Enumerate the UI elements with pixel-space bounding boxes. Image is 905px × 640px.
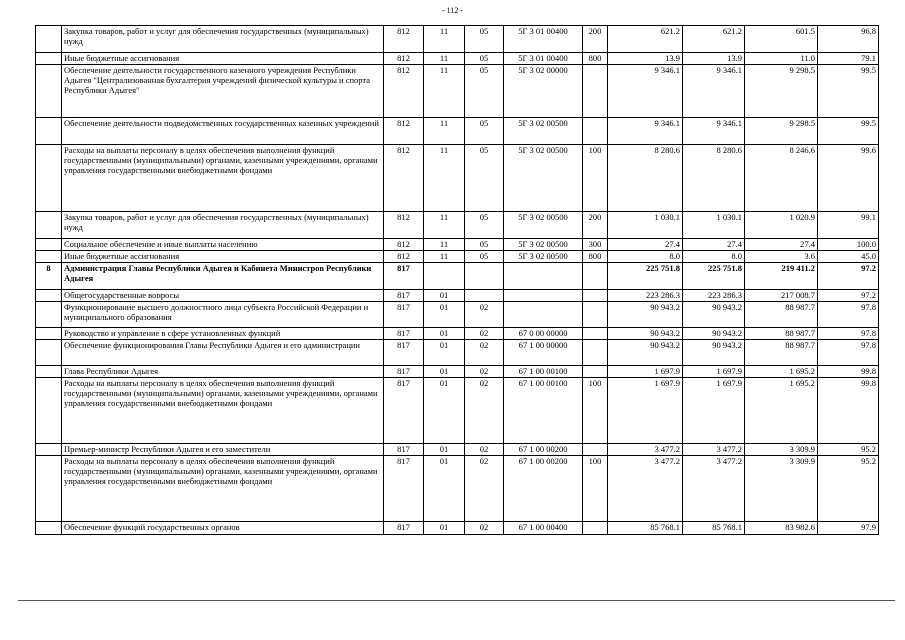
- item-name-cell: Закупка товаров, работ и услуг для обеспечения государственных (муниципальных) нужд: [62, 212, 384, 239]
- page-bottom-divider: [18, 600, 895, 601]
- ministry-code-cell: 812: [384, 239, 424, 251]
- subsection-code-cell: 05: [465, 118, 504, 145]
- ministry-code-cell: 817: [384, 444, 424, 456]
- table-row: [36, 118, 879, 145]
- approved-amount-cell: 13.9: [608, 53, 683, 65]
- execution-percent-cell: 97.8: [818, 302, 879, 328]
- section-code-cell: 11: [424, 251, 465, 263]
- item-name-cell: Премьер-министр Республики Адыгея и его заместители: [62, 444, 384, 456]
- row-number-cell: [36, 118, 62, 145]
- expense-type-cell: 300: [583, 239, 608, 251]
- item-name-cell: Обеспечение функций государственных органов: [62, 522, 384, 535]
- section-code-cell: 01: [424, 328, 465, 340]
- target-article-cell: 67 0 00 00000: [504, 328, 583, 340]
- row-number-cell: [36, 65, 62, 118]
- section-code-cell: 11: [424, 145, 465, 212]
- target-article-cell: [504, 302, 583, 328]
- subsection-code-cell: 05: [465, 145, 504, 212]
- target-article-cell: 5Г 3 02 00000: [504, 65, 583, 118]
- row-number-cell: [36, 290, 62, 302]
- ministry-code-cell: 817: [384, 366, 424, 378]
- executed-amount-cell: 9 298.5: [745, 65, 818, 118]
- row-number-cell: [36, 522, 62, 535]
- subsection-code-cell: 02: [465, 456, 504, 522]
- target-article-cell: [504, 263, 583, 290]
- expense-type-cell: [583, 444, 608, 456]
- expense-type-cell: 200: [583, 26, 608, 53]
- table-row: [36, 290, 879, 302]
- execution-percent-cell: 95.2: [818, 444, 879, 456]
- execution-percent-cell: 99.8: [818, 366, 879, 378]
- target-article-cell: 67 1 00 00100: [504, 378, 583, 444]
- budget-list-amount-cell: 1 697.9: [683, 378, 745, 444]
- item-name-cell: Расходы на выплаты персоналу в целях обеспечения выполнения функций государственными (муниципальными) органами, казенными учреждениями, органами управления государственными внебюджетными фондами: [62, 378, 384, 444]
- item-name-cell: Социальное обеспечение и иные выплаты населению: [62, 239, 384, 251]
- executed-amount-cell: 1 695.2: [745, 378, 818, 444]
- item-name-cell: Администрация Главы Республики Адыгея и Кабинета Министров Республики Адыгея: [62, 263, 384, 290]
- expense-type-cell: [583, 290, 608, 302]
- row-number-cell: [36, 53, 62, 65]
- expense-type-cell: 100: [583, 456, 608, 522]
- item-name-cell: Обеспечение деятельности государственного казенного учреждения Республики Адыгея "Централизованная бухгалтерия учреждений физической культуры и спорта Республики Адыгея": [62, 65, 384, 118]
- table-row: [36, 212, 879, 239]
- executed-amount-cell: 88 987.7: [745, 340, 818, 366]
- target-article-cell: 5Г 3 01 00400: [504, 53, 583, 65]
- ministry-code-cell: 817: [384, 378, 424, 444]
- executed-amount-cell: 27.4: [745, 239, 818, 251]
- executed-amount-cell: 88 987.7: [745, 328, 818, 340]
- section-code-cell: [424, 263, 465, 290]
- section-code-cell: 11: [424, 118, 465, 145]
- executed-amount-cell: 219 411.2: [745, 263, 818, 290]
- executed-amount-cell: 1 695.2: [745, 366, 818, 378]
- table-row: [36, 53, 879, 65]
- approved-amount-cell: 9 346.1: [608, 118, 683, 145]
- target-article-cell: 67 1 00 00200: [504, 456, 583, 522]
- budget-table: [35, 25, 879, 535]
- row-number-cell: [36, 444, 62, 456]
- execution-percent-cell: 97.8: [818, 328, 879, 340]
- execution-percent-cell: 96.8: [818, 26, 879, 53]
- executed-amount-cell: 601.5: [745, 26, 818, 53]
- table-row: [36, 26, 879, 53]
- item-name-cell: Глава Республики Адыгея: [62, 366, 384, 378]
- ministry-code-cell: 817: [384, 290, 424, 302]
- section-code-cell: 01: [424, 340, 465, 366]
- execution-percent-cell: 95.2: [818, 456, 879, 522]
- execution-percent-cell: 99.8: [818, 378, 879, 444]
- table-row: [36, 328, 879, 340]
- item-name-cell: Руководство и управление в сфере установленных функций: [62, 328, 384, 340]
- approved-amount-cell: 225 751.8: [608, 263, 683, 290]
- section-code-cell: 11: [424, 239, 465, 251]
- section-code-cell: 01: [424, 302, 465, 328]
- executed-amount-cell: 217 008.7: [745, 290, 818, 302]
- section-code-cell: 11: [424, 26, 465, 53]
- execution-percent-cell: 99.5: [818, 118, 879, 145]
- table-row: [36, 378, 879, 444]
- subsection-code-cell: 02: [465, 302, 504, 328]
- subsection-code-cell: [465, 263, 504, 290]
- table-row: [36, 522, 879, 535]
- expense-type-cell: [583, 340, 608, 366]
- approved-amount-cell: 621.2: [608, 26, 683, 53]
- row-number-cell: [36, 378, 62, 444]
- item-name-cell: Закупка товаров, работ и услуг для обеспечения государственных (муниципальных) нужд: [62, 26, 384, 53]
- table-row: [36, 145, 879, 212]
- page-number: - 112 -: [441, 6, 464, 15]
- budget-list-amount-cell: 223 286.3: [683, 290, 745, 302]
- expense-type-cell: [583, 328, 608, 340]
- executed-amount-cell: 3 309.9: [745, 444, 818, 456]
- row-number-cell: [36, 328, 62, 340]
- approved-amount-cell: 3 477.2: [608, 444, 683, 456]
- approved-amount-cell: 1 697.9: [608, 378, 683, 444]
- target-article-cell: 5Г 3 01 00400: [504, 26, 583, 53]
- ministry-code-cell: 812: [384, 145, 424, 212]
- item-name-cell: Иные бюджетные ассигнования: [62, 53, 384, 65]
- budget-list-amount-cell: 9 346.1: [683, 65, 745, 118]
- expense-type-cell: 100: [583, 378, 608, 444]
- section-code-cell: 11: [424, 212, 465, 239]
- budget-table-body: [36, 26, 879, 535]
- executed-amount-cell: 3.6: [745, 251, 818, 263]
- approved-amount-cell: 1 030.1: [608, 212, 683, 239]
- budget-list-amount-cell: 3 477.2: [683, 456, 745, 522]
- section-code-cell: 01: [424, 444, 465, 456]
- table-row: [36, 251, 879, 263]
- budget-list-amount-cell: 3 477.2: [683, 444, 745, 456]
- table-row: [36, 340, 879, 366]
- expense-type-cell: [583, 65, 608, 118]
- approved-amount-cell: 3 477.2: [608, 456, 683, 522]
- approved-amount-cell: 8 280.6: [608, 145, 683, 212]
- subsection-code-cell: 02: [465, 444, 504, 456]
- budget-list-amount-cell: 90 943.2: [683, 302, 745, 328]
- execution-percent-cell: 97.8: [818, 340, 879, 366]
- budget-list-amount-cell: 621.2: [683, 26, 745, 53]
- subsection-code-cell: 02: [465, 378, 504, 444]
- table-row: [36, 366, 879, 378]
- execution-percent-cell: 99.1: [818, 212, 879, 239]
- row-number-cell: [36, 366, 62, 378]
- section-code-cell: 01: [424, 378, 465, 444]
- ministry-code-cell: 817: [384, 340, 424, 366]
- expense-type-cell: [583, 302, 608, 328]
- item-name-cell: Обеспечение деятельности подведомственных государственных казенных учреждений: [62, 118, 384, 145]
- execution-percent-cell: 97.2: [818, 263, 879, 290]
- expense-type-cell: [583, 118, 608, 145]
- row-number-cell: [36, 26, 62, 53]
- executed-amount-cell: 88 987.7: [745, 302, 818, 328]
- ministry-code-cell: 812: [384, 118, 424, 145]
- section-code-cell: 11: [424, 53, 465, 65]
- execution-percent-cell: 45.0: [818, 251, 879, 263]
- approved-amount-cell: 90 943.2: [608, 302, 683, 328]
- row-number-cell: [36, 239, 62, 251]
- expense-type-cell: 200: [583, 212, 608, 239]
- execution-percent-cell: 99.5: [818, 65, 879, 118]
- execution-percent-cell: 99.6: [818, 145, 879, 212]
- section-code-cell: 01: [424, 366, 465, 378]
- table-row: [36, 302, 879, 328]
- item-name-cell: Общегосударственные вопросы: [62, 290, 384, 302]
- section-code-cell: 01: [424, 522, 465, 535]
- budget-list-amount-cell: 1 030.1: [683, 212, 745, 239]
- subsection-code-cell: 02: [465, 340, 504, 366]
- section-code-cell: 01: [424, 290, 465, 302]
- budget-list-amount-cell: 1 697.9: [683, 366, 745, 378]
- approved-amount-cell: 90 943.2: [608, 328, 683, 340]
- target-article-cell: 67 1 00 00100: [504, 366, 583, 378]
- item-name-cell: Расходы на выплаты персоналу в целях обеспечения выполнения функций государственными (муниципальными) органами, казенными учреждениями, органами управления государственными внебюджетными фондами: [62, 145, 384, 212]
- item-name-cell: Расходы на выплаты персоналу в целях обеспечения выполнения функций государственными (муниципальными) органами, казенными учреждениями, органами управления государственными внебюджетными фондами: [62, 456, 384, 522]
- approved-amount-cell: 223 286.3: [608, 290, 683, 302]
- target-article-cell: 5Г 3 02 00500: [504, 251, 583, 263]
- executed-amount-cell: 83 982.6: [745, 522, 818, 535]
- subsection-code-cell: 02: [465, 328, 504, 340]
- expense-type-cell: [583, 366, 608, 378]
- ministry-code-cell: 817: [384, 522, 424, 535]
- table-row: [36, 456, 879, 522]
- subsection-code-cell: 05: [465, 53, 504, 65]
- ministry-code-cell: 812: [384, 65, 424, 118]
- executed-amount-cell: 11.0: [745, 53, 818, 65]
- expense-type-cell: [583, 522, 608, 535]
- target-article-cell: 67 1 00 00200: [504, 444, 583, 456]
- target-article-cell: 67 1 00 00000: [504, 340, 583, 366]
- target-article-cell: [504, 290, 583, 302]
- ministry-code-cell: 817: [384, 263, 424, 290]
- approved-amount-cell: 85 768.1: [608, 522, 683, 535]
- execution-percent-cell: 97.2: [818, 290, 879, 302]
- table-row: [36, 239, 879, 251]
- budget-list-amount-cell: 8 280.6: [683, 145, 745, 212]
- approved-amount-cell: 27.4: [608, 239, 683, 251]
- expense-type-cell: 100: [583, 145, 608, 212]
- budget-list-amount-cell: 85 768.1: [683, 522, 745, 535]
- budget-list-amount-cell: 9 346.1: [683, 118, 745, 145]
- budget-list-amount-cell: 27.4: [683, 239, 745, 251]
- approved-amount-cell: 9 346.1: [608, 65, 683, 118]
- table-row: [36, 444, 879, 456]
- ministry-code-cell: 817: [384, 328, 424, 340]
- subsection-code-cell: 02: [465, 366, 504, 378]
- subsection-code-cell: [465, 290, 504, 302]
- execution-percent-cell: 79.1: [818, 53, 879, 65]
- expense-type-cell: 800: [583, 251, 608, 263]
- item-name-cell: Иные бюджетные ассигнования: [62, 251, 384, 263]
- target-article-cell: 67 1 00 00400: [504, 522, 583, 535]
- target-article-cell: 5Г 3 02 00500: [504, 118, 583, 145]
- ministry-code-cell: 812: [384, 53, 424, 65]
- ministry-code-cell: 812: [384, 212, 424, 239]
- budget-list-amount-cell: 90 943.2: [683, 328, 745, 340]
- executed-amount-cell: 1 020.9: [745, 212, 818, 239]
- table-row: [36, 263, 879, 290]
- approved-amount-cell: 90 943.2: [608, 340, 683, 366]
- budget-list-amount-cell: 225 751.8: [683, 263, 745, 290]
- subsection-code-cell: 05: [465, 65, 504, 118]
- approved-amount-cell: 1 697.9: [608, 366, 683, 378]
- subsection-code-cell: 05: [465, 239, 504, 251]
- row-number-cell: [36, 251, 62, 263]
- table-row: [36, 65, 879, 118]
- target-article-cell: 5Г 3 02 00500: [504, 212, 583, 239]
- executed-amount-cell: 9 298.5: [745, 118, 818, 145]
- budget-list-amount-cell: 8.0: [683, 251, 745, 263]
- approved-amount-cell: 8.0: [608, 251, 683, 263]
- ministry-code-cell: 817: [384, 456, 424, 522]
- row-number-cell: [36, 145, 62, 212]
- item-name-cell: Функционирование высшего должностного лица субъекта Российской Федерации и муниципального образования: [62, 302, 384, 328]
- section-code-cell: 11: [424, 65, 465, 118]
- budget-list-amount-cell: 90 943.2: [683, 340, 745, 366]
- target-article-cell: 5Г 3 02 00500: [504, 239, 583, 251]
- ministry-code-cell: 817: [384, 302, 424, 328]
- executed-amount-cell: 3 309.9: [745, 456, 818, 522]
- target-article-cell: 5Г 3 02 00500: [504, 145, 583, 212]
- subsection-code-cell: 02: [465, 522, 504, 535]
- subsection-code-cell: 05: [465, 212, 504, 239]
- execution-percent-cell: 100.0: [818, 239, 879, 251]
- ministry-code-cell: 812: [384, 251, 424, 263]
- expense-type-cell: [583, 263, 608, 290]
- ministry-code-cell: 812: [384, 26, 424, 53]
- budget-list-amount-cell: 13.9: [683, 53, 745, 65]
- row-number-cell: [36, 456, 62, 522]
- row-number-cell: [36, 302, 62, 328]
- execution-percent-cell: 97.9: [818, 522, 879, 535]
- subsection-code-cell: 05: [465, 251, 504, 263]
- executed-amount-cell: 8 246.6: [745, 145, 818, 212]
- row-number-cell: 8: [36, 263, 62, 290]
- row-number-cell: [36, 340, 62, 366]
- section-code-cell: 01: [424, 456, 465, 522]
- item-name-cell: Обеспечение функционирования Главы Республики Адыгея и его администрации: [62, 340, 384, 366]
- row-number-cell: [36, 212, 62, 239]
- expense-type-cell: 800: [583, 53, 608, 65]
- subsection-code-cell: 05: [465, 26, 504, 53]
